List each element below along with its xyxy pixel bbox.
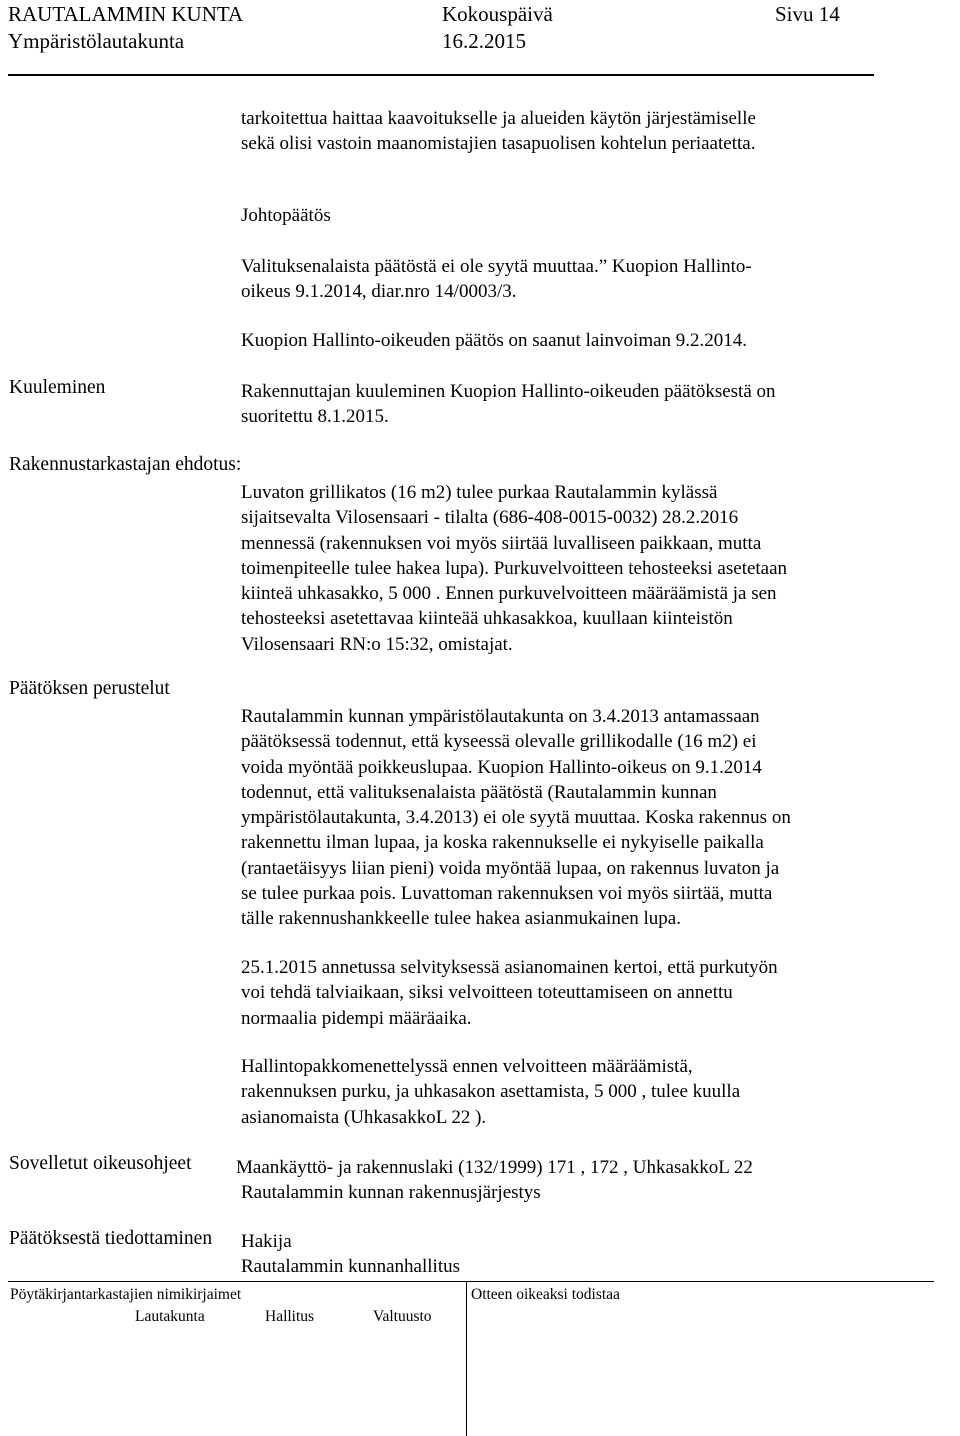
footer-hallitus: Hallitus (265, 1308, 315, 1325)
initials-label: Pöytäkirjantarkastajien nimikirjaimet (10, 1286, 242, 1303)
reasons-label: Päätöksen perustelut (9, 678, 170, 699)
municipality-name: RAUTALAMMIN KUNTA (8, 2, 244, 26)
reasons-paragraph-1: Rautalammin kunnan ympäristölautakunta on 3.4.2013 antamassaan päätöksessä todennut, että kyseessä olevalle grillikodalle (16 m2) ei voida myöntää poikkeuslupaa. Kuopion Hallinto-oikeus on 9.1.2014 todennut, että valituksenalaista päätöstä (Rautalammin kunnan ympäristölautakunta, 3.4.2013) ei ole syytä muuttaa. Koska rakennus on rakennettu ilman lupaa, ja koska rakennukselle ei nykyiselle paikalla (rantaetäisyys liian pieni) voida myöntää lupaa, on rakennus luvaton ja se tulee purkaa pois. Luvattoman rakennuksen voi myös siirtää, mutta tälle rakennushankkeelle tulee hakea asianmukainen lupa. (241, 706, 791, 930)
reasons-paragraph-2: 25.1.2015 annetussa selvityksessä asianomainen kertoi, että purkutyön voi tehdä talviaikaan, siksi velvoitteen toteuttamiseen on annettu normaalia pidempi määräaika. (241, 957, 778, 1029)
meeting-date: 16.2.2015 (442, 29, 526, 53)
applied-laws-line-2: Rautalammin kunnan rakennusjärjestys (241, 1182, 541, 1203)
footer-valtuusto: Valtuusto (373, 1308, 432, 1325)
proposal-label: Rakennustarkastajan ehdotus: (9, 454, 242, 475)
applied-laws-line-1: Maankäyttö- ja rakennuslaki (132/1999) 171 , 172 , UhkasakkoL 22 (236, 1157, 753, 1178)
page-number: Sivu 14 (775, 2, 840, 26)
meeting-date-label: Kokouspäivä (442, 2, 553, 26)
footer-divider (466, 1281, 467, 1436)
hearing-label: Kuuleminen (9, 377, 106, 398)
notification-label: Päätöksestä tiedottaminen (9, 1228, 213, 1249)
proposal-paragraph: Luvaton grillikatos (16 m2) tulee purkaa Rautalammin kylässä sijaitsevalta Vilosensaari - tilalta (686-408-0015-0032) 28.2.2016 mennessä (rakennuksen voi myös siirtää luvalliseen paikkaan, mutta toimenpiteelle tulee hakea lupa). Purkuvelvoitteen tehosteeksi asetetaan kiinteä uhkasakko, 5 000 . Ennen purkuvelvoitteen määräämistä ja sen tehosteeksi asetettavaa kiinteää uhkasakkoa, kuullaan kiinteistön Vilosensaari RN:o 15:32, omistajat. (241, 482, 788, 655)
header-rule (8, 74, 874, 76)
hearing-paragraph: Rakennuttajan kuuleminen Kuopion Hallinto-oikeuden päätöksestä on suoritettu 8.1.2015. (241, 381, 776, 428)
conclusion-paragraph: Valituksenalaista päätöstä ei ole syytä muuttaa.” Kuopion Hallinto- oikeus 9.1.2014, diar.nro 14/0003/3. (241, 256, 752, 303)
legal-force-paragraph: Kuopion Hallinto-oikeuden päätös on saanut lainvoiman 9.2.2014. (241, 330, 748, 351)
certified-label: Otteen oikeaksi todistaa (471, 1286, 620, 1303)
footer-lautakunta: Lautakunta (135, 1308, 205, 1325)
intro-paragraph: tarkoitettua haittaa kaavoitukselle ja alueiden käytön järjestämiselle sekä olisi vastoin maanomistajien tasapuolisen kohtelun periaatetta. (241, 108, 756, 155)
reasons-paragraph-3: Hallintopakkomenettelyssä ennen velvoitteen määräämistä, rakennuksen purku, ja uhkasakon asettamista, 5 000 , tulee kuulla asianomaista (UhkasakkoL 22 ). (241, 1056, 741, 1128)
committee-name: Ympäristölautakunta (8, 29, 185, 53)
conclusion-heading: Johtopäätös (241, 205, 331, 226)
notification-recipients: Hakija Rautalammin kunnanhallitus (241, 1231, 460, 1278)
footer-rule (8, 1281, 934, 1282)
applied-laws-label: Sovelletut oikeusohjeet (9, 1153, 192, 1174)
